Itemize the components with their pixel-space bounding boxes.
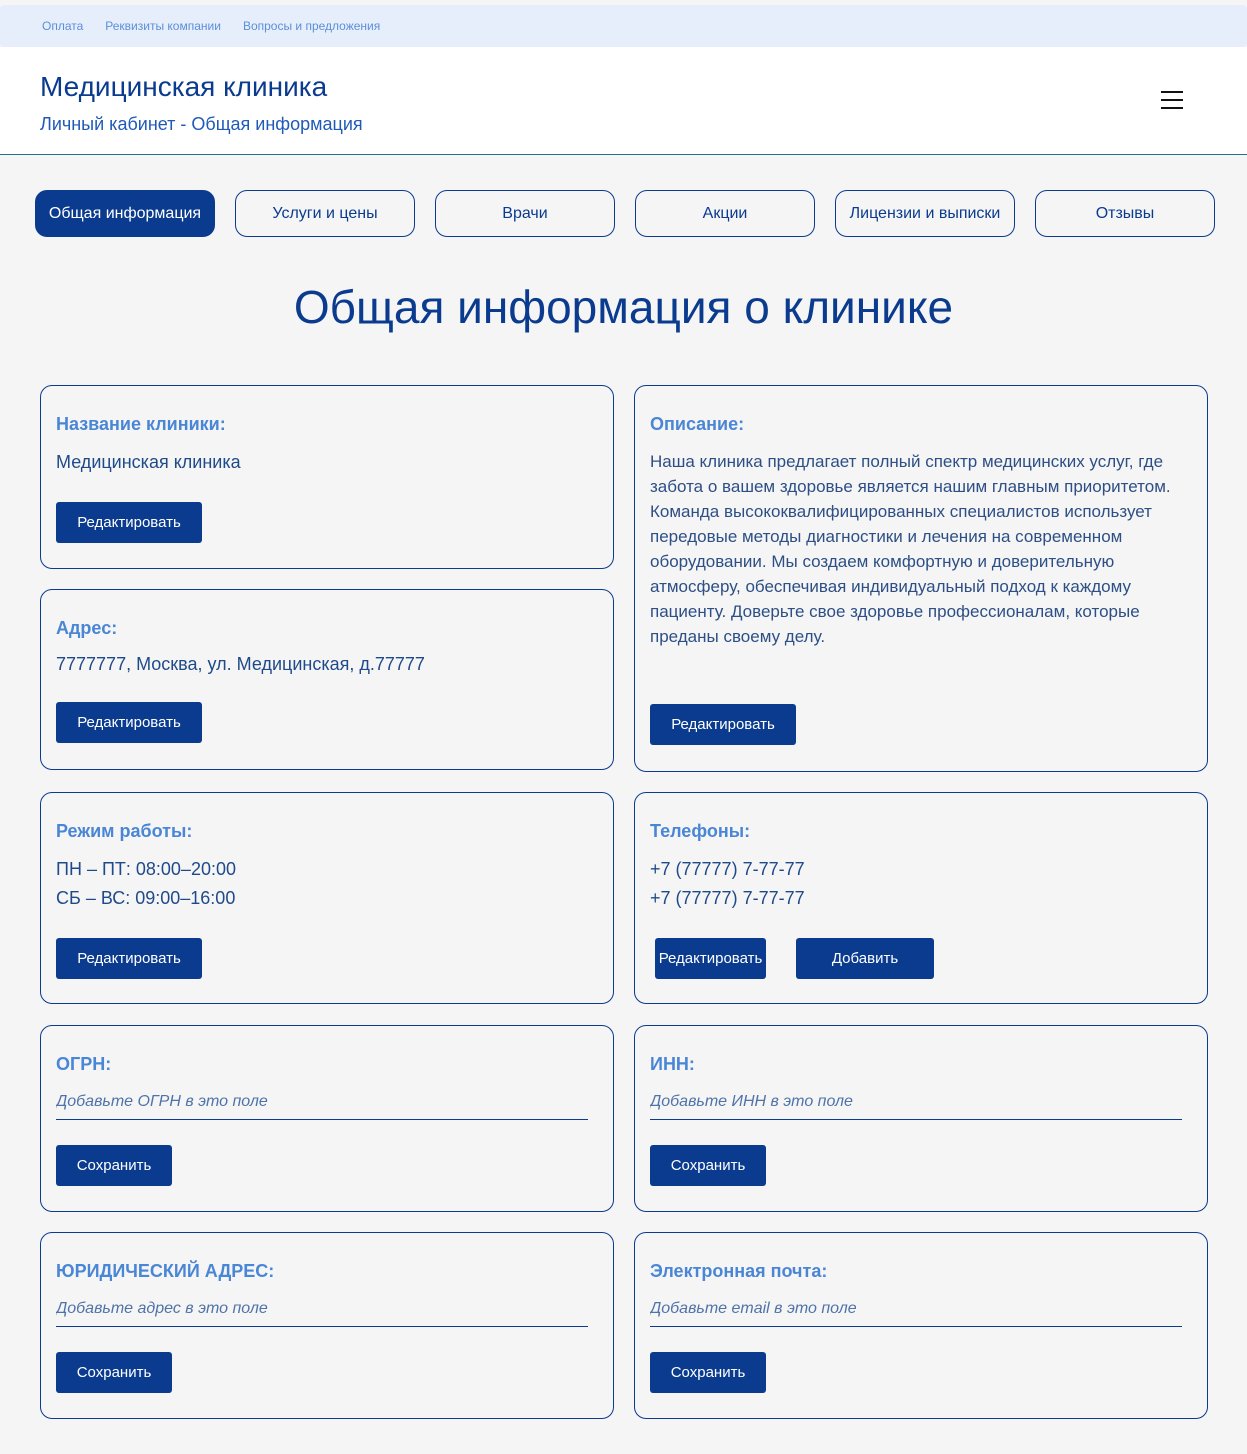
- site-header: [0, 47, 1247, 155]
- topnav-link-payment[interactable]: Оплата: [42, 19, 84, 33]
- ogrn-label: ОГРН:: [56, 1054, 112, 1074]
- phones-card: [634, 792, 1208, 1004]
- page-title: Общая информация о клинике: [293, 281, 954, 333]
- tab-doctors[interactable]: Врачи: [435, 190, 615, 237]
- description-label: Описание:: [650, 414, 745, 434]
- legal-address-field-wrapper: [56, 1297, 588, 1327]
- clinic-name-value: Медицинская клиника: [56, 452, 241, 472]
- email-field-wrapper: [650, 1297, 1182, 1327]
- tab-general-info[interactable]: Общая информация: [35, 190, 215, 237]
- inn-field-wrapper: [650, 1090, 1182, 1120]
- tab-licenses[interactable]: Лицензии и выписки: [835, 190, 1015, 237]
- tab-services-prices[interactable]: Услуги и цены: [235, 190, 415, 237]
- inn-label: ИНН:: [650, 1054, 695, 1074]
- inn-card: [634, 1025, 1208, 1212]
- page-subtitle: Личный кабинет - Общая информация: [40, 114, 363, 134]
- topnav-link-company-details[interactable]: Реквизиты компании: [105, 19, 221, 33]
- phones-label: Телефоны:: [650, 821, 751, 841]
- save-email-button[interactable]: Сохранить: [650, 1352, 766, 1393]
- edit-phones-button[interactable]: Редактировать: [655, 938, 766, 979]
- inn-input[interactable]: [650, 1090, 1182, 1114]
- add-phone-button[interactable]: Добавить: [796, 938, 934, 979]
- phone-number: +7 (77777) 7-77-77: [650, 859, 805, 879]
- schedule-label: Режим работы:: [56, 821, 193, 841]
- save-inn-button[interactable]: Сохранить: [650, 1145, 766, 1186]
- save-ogrn-button[interactable]: Сохранить: [56, 1145, 172, 1186]
- topnav-link-feedback[interactable]: Вопросы и предложения: [242, 19, 381, 33]
- description-card: [634, 385, 1208, 772]
- edit-schedule-button[interactable]: Редактировать: [56, 938, 202, 979]
- legal-address-card: [40, 1232, 614, 1419]
- clinic-name-label: Название клиники:: [56, 414, 226, 434]
- site-title: Медицинская клиника: [40, 71, 328, 102]
- legal-address-label: ЮРИДИЧЕСКИЙ АДРЕС:: [56, 1261, 275, 1281]
- description-text: Наша клиника предлагает полный спектр медицинских услуг, где забота о вашем здоровье является нашим главным приоритетом. Команда высококвалифицированных специалистов использует передовые методы диагностики и лечения на современном оборудовании. Мы создаем комфортную и доверительную атмосферу, обеспечивая индивидуальный подход к каждому пациенту. Доверьте свое здоровье профессионалам, которые преданы своему делу.: [650, 452, 1171, 646]
- email-label: Электронная почта:: [650, 1261, 828, 1281]
- tab-promotions[interactable]: Акции: [635, 190, 815, 237]
- legal-address-input[interactable]: [56, 1297, 588, 1321]
- schedule-weekdays: ПН – ПТ: 08:00–20:00: [56, 859, 236, 879]
- tab-reviews[interactable]: Отзывы: [1035, 190, 1215, 237]
- ogrn-card: [40, 1025, 614, 1212]
- email-input[interactable]: [650, 1297, 1182, 1321]
- schedule-card: [40, 792, 614, 1004]
- save-legal-address-button[interactable]: Сохранить: [56, 1352, 172, 1393]
- edit-description-button[interactable]: Редактировать: [650, 704, 796, 745]
- address-value: 7777777, Москва, ул. Медицинская, д.77777: [56, 654, 425, 674]
- ogrn-field-wrapper: [56, 1090, 588, 1120]
- address-card: [40, 589, 614, 770]
- hamburger-icon[interactable]: [1161, 91, 1183, 109]
- address-label: Адрес:: [56, 618, 118, 638]
- email-card: [634, 1232, 1208, 1419]
- section-tabs: [35, 190, 1215, 237]
- phone-number: +7 (77777) 7-77-77: [650, 888, 805, 908]
- schedule-weekend: СБ – ВС: 09:00–16:00: [56, 888, 236, 908]
- ogrn-input[interactable]: [56, 1090, 588, 1114]
- edit-clinic-name-button[interactable]: Редактировать: [56, 502, 202, 543]
- clinic-name-card: [40, 385, 614, 569]
- top-nav-bar: [0, 5, 1247, 47]
- edit-address-button[interactable]: Редактировать: [56, 702, 202, 743]
